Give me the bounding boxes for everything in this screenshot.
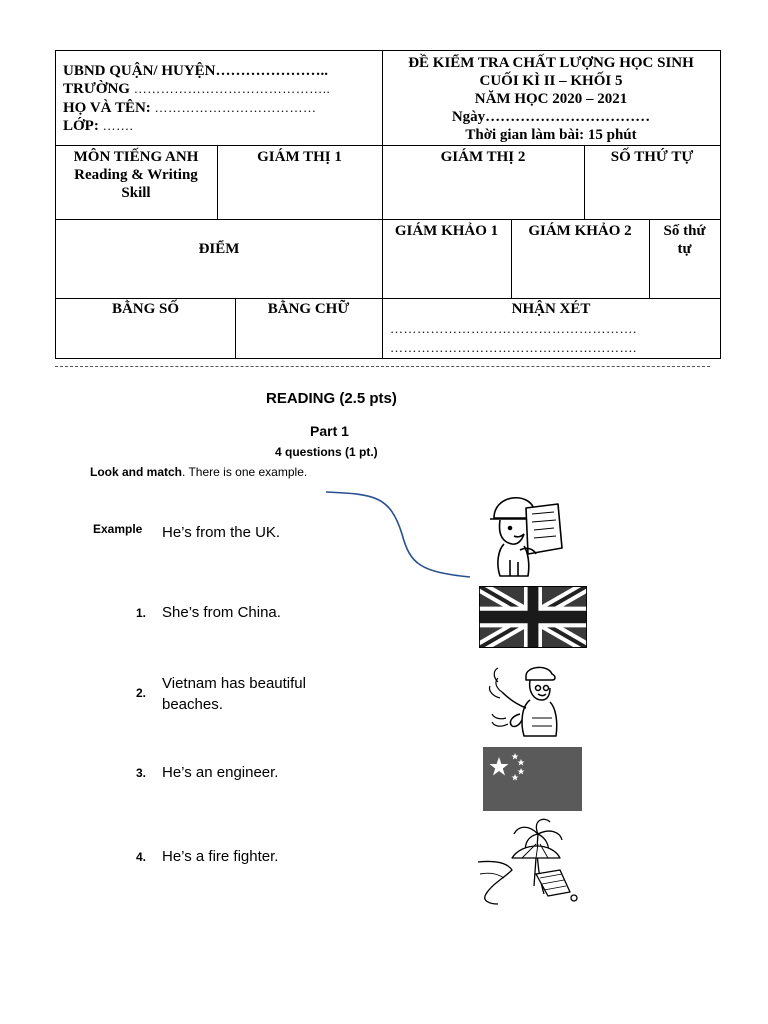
comments-label: NHẬN XÉT [511,301,591,317]
name-line [63,99,317,117]
score-in-words: BẰNG CHỮ [267,301,350,317]
examiner-2: GIÁM KHẢO 2 [528,223,632,239]
item-2-number: 2. [136,686,147,700]
row-divider-1 [56,145,720,146]
exam-term: CUỐI KÌ II – KHỐI 5 [479,73,623,89]
school-line [63,80,330,98]
item-1-number: 1. [136,606,147,620]
example-sentence: He’s from the UK. [162,524,281,541]
item-1-sentence: She’s from China. [162,604,281,621]
subject-name: MÔN TIẾNG ANH [73,149,199,165]
date-line[interactable]: Ngày…………………………… [451,109,651,125]
subject-skill: Reading & Writing [74,167,198,183]
district-line: UBND QUẬN/ HUYỆN………………….. [63,63,329,79]
examiner-1: GIÁM KHẢO 1 [394,223,499,239]
item-2-sentence: Vietnam has beautiful beaches. [162,675,306,713]
time-limit: Thời gian làm bài: 15 phút [465,127,637,143]
order-number-2b: tự [677,241,692,257]
comments-line-1[interactable]: ………………………………………………. [390,321,637,336]
class-line [63,117,133,135]
instruction-rest: . There is one example. [182,465,308,479]
exam-title: ĐỀ KIỂM TRA CHẤT LƯỢNG HỌC SINH [408,55,694,71]
invigilator-2: GIÁM THỊ 2 [440,149,526,165]
uk-flag-icon [479,586,587,648]
beach-icon [478,814,580,906]
example-label: Example [93,522,143,536]
name-label: HỌ VÀ TÊN: [63,100,151,116]
score-label: ĐIỂM [198,241,240,257]
school-field[interactable]: …………………………………….. [129,81,331,96]
order-number: SỐ THỨ TỰ [610,149,694,165]
item-4-sentence: He’s a fire fighter. [162,848,279,865]
score-in-number: BẰNG SỐ [111,301,180,317]
comments-line-2[interactable]: ………………………………………………. [390,340,637,355]
firefighter-icon [486,662,564,738]
subject-skill-2: Skill [121,185,151,201]
item-3-sentence: He’s an engineer. [162,764,279,781]
example-match-line [320,484,480,584]
school-label: TRƯỜNG [63,81,130,97]
china-flag-icon [483,747,582,811]
item-3-number: 3. [136,766,147,780]
cut-line [55,366,710,367]
item-4-number: 4. [136,850,147,864]
invigilator-1: GIÁM THỊ 1 [257,149,342,165]
class-label: LỚP: [63,118,99,134]
class-field[interactable]: ……. [98,118,134,133]
row-divider-2 [56,219,720,220]
section-title: READING (2.5 pts) [266,390,397,407]
engineer-icon [484,490,564,580]
questions-count: 4 questions (1 pt.) [275,445,378,459]
school-year: NĂM HỌC 2020 – 2021 [474,91,628,107]
row-divider-3 [56,298,720,299]
name-field[interactable]: ……………………………… [150,100,317,115]
instruction-bold: Look and match [90,465,183,479]
part-title: Part 1 [310,423,349,439]
order-number-2: Số thứ [663,223,706,239]
instruction [90,465,307,479]
